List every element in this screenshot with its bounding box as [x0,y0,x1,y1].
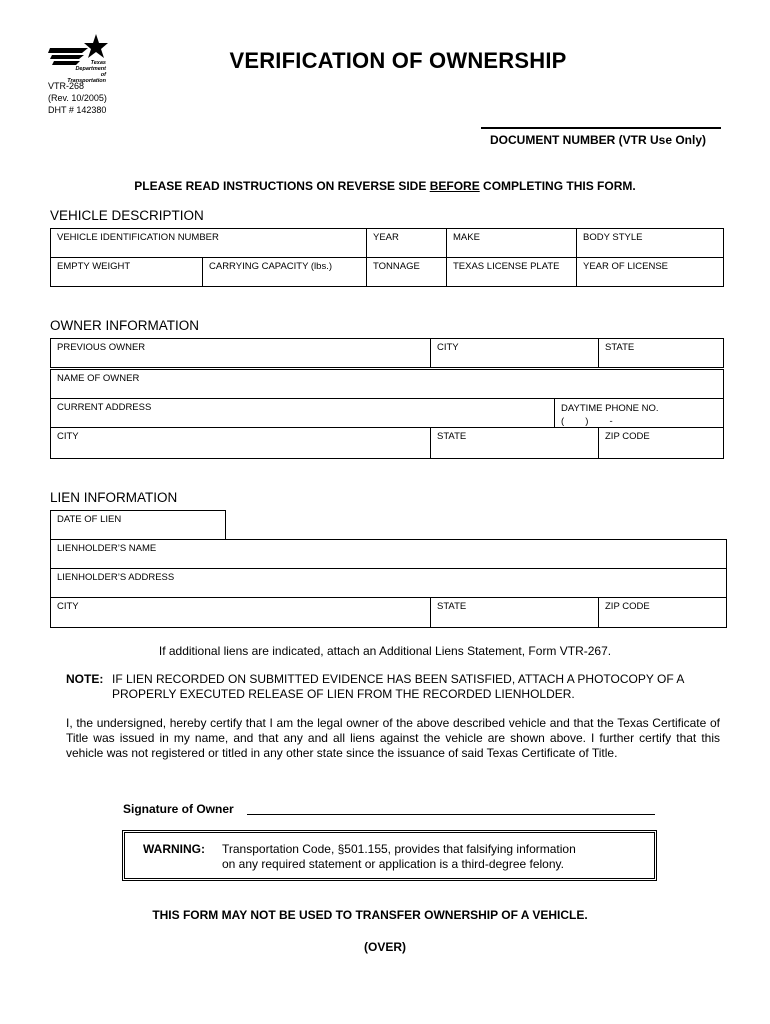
dht-number: DHT # 142380 [48,105,107,115]
name-of-owner-field[interactable]: NAME OF OWNER [50,369,724,399]
vehicle-section-title: VEHICLE DESCRIPTION [50,208,204,223]
additional-liens-text: If additional liens are indicated, attach an Additional Liens Statement, Form VTR-267. [158,644,612,658]
owner-zip-field[interactable]: ZIP CODE [598,427,724,459]
transfer-notice: THIS FORM MAY NOT BE USED TO TRANSFER OWNERSHIP OF A VEHICLE. [152,908,588,922]
previous-owner-field[interactable]: PREVIOUS OWNER [50,338,431,368]
year-of-license-field[interactable]: YEAR OF LICENSE [576,257,724,287]
daytime-phone-label: DAYTIME PHONE NO. [561,403,659,414]
signature-label: Signature of Owner [123,802,234,816]
lien-section-title: LIEN INFORMATION [50,490,178,505]
note-line-1: IF LIEN RECORDED ON SUBMITTED EVIDENCE HAS BEEN SATISFIED, ATTACH A PHOTOCOPY OF A [112,672,685,686]
previous-owner-state-field[interactable]: STATE [598,338,724,368]
empty-weight-field[interactable]: EMPTY WEIGHT [50,257,203,287]
previous-owner-city-field[interactable]: CITY [430,338,599,368]
lien-state-field[interactable]: STATE [430,597,599,628]
instructions-text: PLEASE READ INSTRUCTIONS ON REVERSE SIDE BEFORE COMPLETING THIS FORM. [134,179,636,193]
daytime-phone-field[interactable] [554,398,724,428]
logo-text: Texas Department of Transportation [67,60,106,84]
vin-field[interactable]: VEHICLE IDENTIFICATION NUMBER [50,228,367,258]
form-revision: (Rev. 10/2005) [48,93,107,103]
certification-text: I, the undersigned, hereby certify that I am the legal owner of the above described vehicle and that the Texas Certificate of Title was issued in my name, and that any and all liens against the vehicle are shown above. I further certify that this vehicle was not registered or titled in any other state since the issuance of said Texas Certificate of Title. [66,716,720,760]
note-line-2: PROPERLY EXECUTED RELEASE OF LIEN FROM THE RECORDED LIENHOLDER. [112,687,575,701]
carrying-capacity-field[interactable]: CARRYING CAPACITY (lbs.) [202,257,367,287]
signature-line[interactable] [247,814,655,815]
document-number-label: DOCUMENT NUMBER (VTR Use Only) [490,133,707,147]
date-of-lien-field[interactable]: DATE OF LIEN [50,510,226,540]
current-address-field[interactable]: CURRENT ADDRESS [50,398,555,428]
owner-section-title: OWNER INFORMATION [50,318,199,333]
make-field[interactable]: MAKE [446,228,577,258]
lienholder-name-field[interactable]: LIENHOLDER’S NAME [50,539,727,569]
over-indicator: (OVER) [364,940,406,954]
body-style-field[interactable]: BODY STYLE [576,228,724,258]
texas-license-plate-field[interactable]: TEXAS LICENSE PLATE [446,257,577,287]
document-number-line[interactable] [481,127,721,129]
form-meta [48,80,107,116]
lien-city-field[interactable]: CITY [50,597,431,628]
year-field[interactable]: YEAR [366,228,447,258]
owner-state-field[interactable]: STATE [430,427,599,459]
warning-label: WARNING: [143,842,205,856]
lienholder-address-field[interactable]: LIENHOLDER’S ADDRESS [50,568,727,598]
phone-format: ( ) - [561,416,613,427]
tonnage-field[interactable]: TONNAGE [366,257,447,287]
owner-city-field[interactable]: CITY [50,427,431,459]
note-label: NOTE: [66,672,104,686]
form-number: VTR-268 [48,81,85,91]
page-title: VERIFICATION OF OWNERSHIP [229,48,567,73]
lien-zip-field[interactable]: ZIP CODE [598,597,727,628]
warning-box [122,830,657,881]
lien-note [66,672,726,702]
warning-text: Transportation Code, §501.155, provides that falsifying information on any required statement or application is a third-degree felony. [222,842,576,871]
